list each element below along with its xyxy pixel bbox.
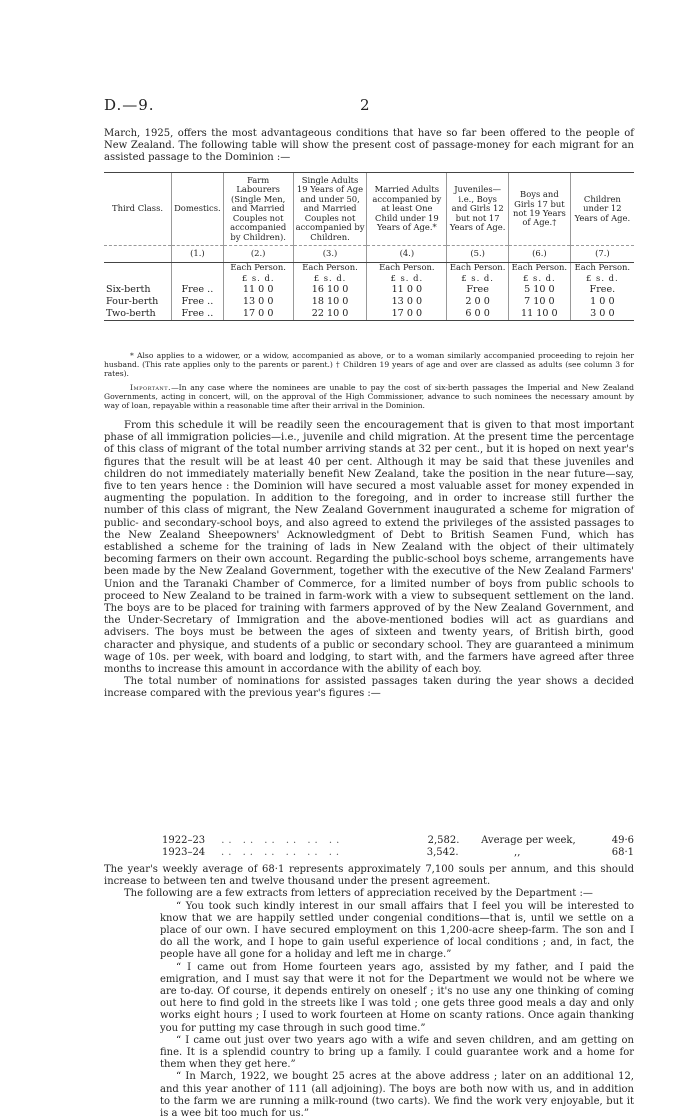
unit-cell: Each Person. [509, 263, 571, 274]
table-row [104, 284, 634, 296]
column-header: Married Adults accompanied by at least One Child under 19 Years of Age.* [367, 173, 447, 246]
column-number: (4.) [367, 246, 447, 263]
unit-cell: Each Person. [293, 263, 367, 274]
letter-extracts [104, 901, 634, 1120]
unit-cell: Each Person. [570, 263, 634, 274]
page-number: 2 [360, 96, 370, 114]
main-paragraph: From this schedule it will be readily seen the encouragement that is given to that most important phase of all immigration policies—i.e., juvenile and child migration. At the present time the percentage of this class of migrant of the total number arriving stands at 32 per cent., but it is hoped on next year's figures that the result will be at least 40 per cent. Although it may be said that these juveniles and children do not immediately materially benefit New Zealand, take the position in the near future—say, five to ten years hence : the Dominion will have secured a most valuable asset for money expended in augmenting the population. In addition to the foregoing, and in order to increase still further the number of this class of migrant, the New Zealand Government inaugurated a scheme for migration of public- and secondary-school boys, and also agreed to extend the privileges of the assisted passages to the New Zealand Sheepowners' Acknowledgment of Debt to British Seamen Fund, which has established a scheme for the training of lads in New Zealand with the object of their ultimately becoming farmers on their own account. Regarding the public-school boys scheme, arrangements have been made by the New Zealand Government, together with the executive of the New Zealand Farmers' Union and the Taranaki Chamber of Commerce, for a limited number of boys from public schools to proceed to New Zealand to be trained in farm-work with a view to subsequent settlement on the land. The boys are to be placed for training with farmers approved of by the New Zealand Government, and the Under-Secretary of Immigration and the above-mentioned bodies will act as guardians and advisers. The boys must be between the ages of sixteen and twenty years, of British birth, good character and physique, and students of a public or secondary school. They are guaranteed a minimum wage of 10s. per week, with board and lodging, to start with, and the farmers have agreed after three months to increase this amount in accordance with the ability of each boy. The total number of nominations for assisted passages taken during the year shows a decided increase compared with the previous year's figures :— [104, 420, 634, 700]
table-cell: 17 0 0 [367, 308, 447, 321]
currency-cell: £ s. d. [570, 273, 634, 284]
table-cell: 1 0 0 [570, 296, 634, 308]
currency-cell: £ s. d. [293, 273, 367, 284]
table-row [104, 296, 634, 308]
table-footnotes [104, 351, 634, 410]
column-number [104, 246, 172, 263]
table-cell: 11 10 0 [509, 308, 571, 321]
column-header: Domestics. [172, 173, 224, 246]
table-cell: Free. [570, 284, 634, 296]
unit-cell: Each Person. [447, 263, 509, 274]
nominations-table [104, 835, 634, 859]
table-cell: Free .. [172, 296, 224, 308]
closing-section [104, 864, 634, 1120]
column-number: (3.) [293, 246, 367, 263]
column-header: Single Adults 19 Years of Age and under 50, and Married Couples not accompanied by Children. [293, 173, 367, 246]
column-header: Third Class. [104, 173, 172, 246]
nominations-row [104, 835, 634, 847]
nomination-year: 1923–24 [162, 847, 206, 859]
unit-cell: Each Person. [223, 263, 293, 274]
average-label: Average per week, [481, 835, 576, 846]
document-reference: D.—9. [104, 96, 155, 114]
column-number: (2.) [223, 246, 293, 263]
letter-extract: “ I came out from Home fourteen years ago, assisted by my father, and I paid the emigration, and I must say that were it not for the Department we would not be where we are to-day. Of course, it depends entirely on oneself ; it's no use any one thinking of coming out here to find gold in the streets like I was told ; one gets three good meals a day and only works eight hours ; I used to work fourteen at Home on scanty rations. Once again thanking you for putting my case through in such good time.” [160, 961, 634, 1034]
table-cell: 13 0 0 [223, 296, 293, 308]
currency-row [104, 273, 634, 284]
table-cell: 6 0 0 [447, 308, 509, 321]
important-note [104, 383, 634, 411]
passage-cost-table [104, 172, 634, 321]
table-cell: 11 0 0 [367, 284, 447, 296]
table-cell: 2 0 0 [447, 296, 509, 308]
leader-dots: .. .. .. .. .. .. [221, 847, 344, 859]
unit-cell: Each Person. [367, 263, 447, 274]
intro-paragraph: March, 1925, offers the most advantageous conditions that have so far been offered to the people of New Zealand. The following table will show the present cost of passage-money for each migrant for an assisted passage to the Dominion :— [104, 128, 634, 164]
table-cell: 3 0 0 [570, 308, 634, 321]
table-cell: 7 10 0 [509, 296, 571, 308]
footnote-star: * Also applies to a widower, or a widow, accompanied as above, or to a woman similarly accompanied proceeding to rejoin her husband. (This rate applies only to the parents or parent.) [104, 351, 634, 370]
berth-label: Four-berth [106, 296, 159, 308]
table-cell: 18 10 0 [293, 296, 367, 308]
berth-label: Six-berth [106, 284, 151, 296]
table-cell: 11 0 0 [223, 284, 293, 296]
column-number: (1.) [172, 246, 224, 263]
table-cell: Free [447, 284, 509, 296]
nominations-intro: The total number of nominations for assisted passages taken during the year shows a decided increase compared with the previous year's figures :— [104, 676, 634, 700]
nomination-count: 2,582. [427, 835, 460, 846]
column-number-row [104, 246, 634, 263]
currency-cell: £ s. d. [447, 273, 509, 284]
table-cell: 22 10 0 [293, 308, 367, 321]
column-number: (5.) [447, 246, 509, 263]
currency-cell: £ s. d. [223, 273, 293, 284]
unit-row [104, 263, 634, 274]
table-row [104, 308, 634, 321]
letter-extract: “ You took such kindly interest in our small affairs that I feel you will be interested to know that we are happily settled under congenial conditions—that is, until we settle on a place of our own. I have secured employment on this 1,200-acre sheep-farm. The son and I do all the work, and I hope to gain useful experience of local conditions ; and, in fact, the people have all gone for a holiday and left me in charge.” [160, 900, 634, 961]
letter-extract: “ I came out just over two years ago with a wife and seven children, and am getting on fine. It is a splendid country to bring up a family. I could guarantee work and a home for them when they get here.” [160, 1034, 634, 1071]
table-cell: 5 10 0 [509, 284, 571, 296]
letter-extract: “ In March, 1922, we bought 25 acres at the above address ; later on an additional 12, and this year another of 111 (all adjoining). The boys are both now with us, and in addition to the farm we are running a milk-round (two carts). We find the work very enjoyable, but it is a wee bit too much for us.” [160, 1071, 634, 1120]
table-cell: 13 0 0 [367, 296, 447, 308]
weekly-average: 49·6 [611, 835, 634, 846]
column-number: (6.) [509, 246, 571, 263]
extracts-intro: The following are a few extracts from letters of appreciation received by the Department :— [124, 888, 593, 900]
important-label: Important. [130, 382, 172, 392]
column-header: Farm Labourers (Single Men, and Married Couples not accompanied by Children). [223, 173, 293, 246]
currency-cell: £ s. d. [367, 273, 447, 284]
table-cell: 16 10 0 [293, 284, 367, 296]
important-text: —In any case where the nominees are unable to pay the cost of six-berth passages the Imperial and New Zealand Governments, acting in concert, will, on the approval of the High Commissioner, advance to such nominees the necessary amount by way of loan, repayable within a reasonable time after their arrival in the Dominion. [104, 382, 634, 411]
column-number: (7.) [570, 246, 634, 263]
nomination-count: 3,542. [426, 847, 459, 859]
currency-cell: £ s. d. [509, 273, 571, 284]
column-header: Juveniles— i.e., Boys and Girls 12 but not 17 Years of Age. [447, 173, 509, 246]
footnote-dagger: † Children 19 years of age and over are classed as adults (see column 3 for rates). [104, 360, 634, 379]
leader-dots: .. .. .. .. .. .. [221, 835, 344, 846]
column-header: Boys and Girls 17 but not 19 Years of Age.† [509, 173, 571, 246]
berth-label: Two-berth [104, 308, 172, 321]
table-cell: Free .. [172, 308, 224, 321]
table-cell: 17 0 0 [223, 308, 293, 321]
weekly-average: 68·1 [611, 847, 635, 859]
table-header-row [104, 173, 634, 246]
ditto-mark: ,, [514, 847, 521, 859]
weekly-average-paragraph: The year's weekly average of 68·1 represents approximately 7,100 souls per annum, and this should increase to between ten and twelve thousand under the present agreement. [104, 864, 634, 888]
column-header: Children under 12 Years of Age. [570, 173, 634, 246]
table-cell: Free .. [172, 284, 224, 296]
nomination-year: 1922–23 [162, 835, 206, 846]
nominations-row [104, 847, 634, 859]
